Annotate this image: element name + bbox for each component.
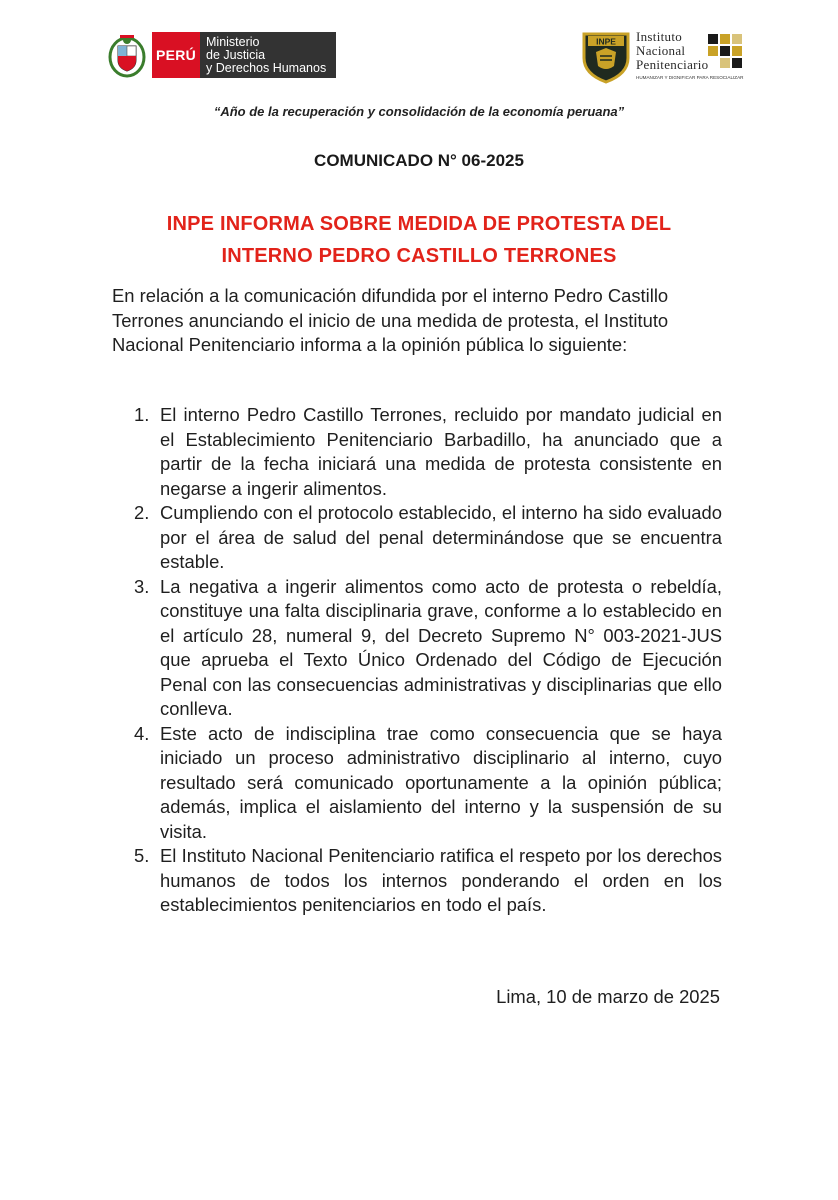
item-text: La negativa a ingerir alimentos como acto de protesta o rebeldía, constituye una falta disciplinaria grave, conforme a lo establecido en el artículo 28, numeral 9, del Decreto Supremo N° 003-2021-JUS que aprueba el Texto Único Ordenado del Código de Ejecución Penal con las consecuencias administrativas y disciplinarias que ello conlleva. [160, 575, 722, 719]
headline-line: INTERNO PEDRO CASTILLO TERRONES [221, 245, 617, 267]
item-number: 1. [134, 404, 150, 425]
coat-of-arms-icon [108, 32, 146, 78]
list-item [134, 575, 722, 722]
item-number: 2. [134, 502, 150, 523]
headline-line: INPE INFORMA SOBRE MEDIDA DE PROTESTA DEL [166, 213, 672, 235]
peru-label: PERÚ [152, 32, 200, 78]
inpe-line: Nacional [636, 43, 686, 58]
list-item [134, 844, 722, 918]
ministry-line: Ministerio [206, 35, 260, 49]
item-text: Este acto de indisciplina trae como consecuencia que se haya iniciado un proceso administrativo disciplinario al interno, cuyo resultado será comunicado oportunamente a la opinión pública; además, implica el aislamiento del interno y la suspensión de su visita. [160, 722, 722, 842]
list-item [134, 501, 722, 575]
headline [0, 208, 838, 272]
government-logo [108, 32, 336, 78]
statement-list [134, 403, 722, 918]
item-text: Cumpliendo con el protocolo establecido, el interno ha sido evaluado por el área de salud del penal determinándose que se encuentra estable. [160, 502, 722, 572]
item-number: 5. [134, 845, 150, 866]
inpe-badge-icon [580, 28, 632, 84]
inpe-line: Instituto [636, 29, 683, 44]
list-item [134, 403, 722, 501]
item-text: El Instituto Nacional Penitenciario ratifica el respeto por los derechos humanos de todos los internos ponderando el orden en los establecimientos penitenciarios en todo el país. [160, 845, 722, 915]
ministry-line: de Justicia [206, 48, 266, 62]
inpe-tagline: HUMANIZAR Y DIGNIFICAR PARA RESOCIALIZAR [636, 75, 744, 80]
inpe-line: Penitenciario [636, 57, 709, 72]
ministry-line: y Derechos Humanos [206, 61, 327, 75]
ministry-name [200, 32, 336, 78]
item-number: 3. [134, 575, 150, 597]
intro-paragraph: En relación a la comunicación difundida por el interno Pedro Castillo Terrones anunciando el inicio de una medida de protesta, el Instituto Nacional Penitenciario informa a la opinión pública lo siguiente: [112, 285, 669, 355]
list-item [134, 722, 722, 845]
year-motto: “Año de la recuperación y consolidación de la economía peruana” [213, 104, 625, 119]
item-number: 4. [134, 722, 150, 744]
inpe-squares-icon [700, 32, 744, 72]
inpe-badge-text: INPE [596, 36, 616, 47]
page-title: COMUNICADO N° 06-2025 [314, 151, 524, 170]
date-line: Lima, 10 de marzo de 2025 [496, 986, 720, 1007]
item-text: El interno Pedro Castillo Terrones, recluido por mandato judicial en el Establecimiento Penitenciario Barbadillo, ha anunciado que a partir de la fecha iniciará una medida de protesta consistente en negarse a ingerir alimentos. [160, 404, 722, 499]
